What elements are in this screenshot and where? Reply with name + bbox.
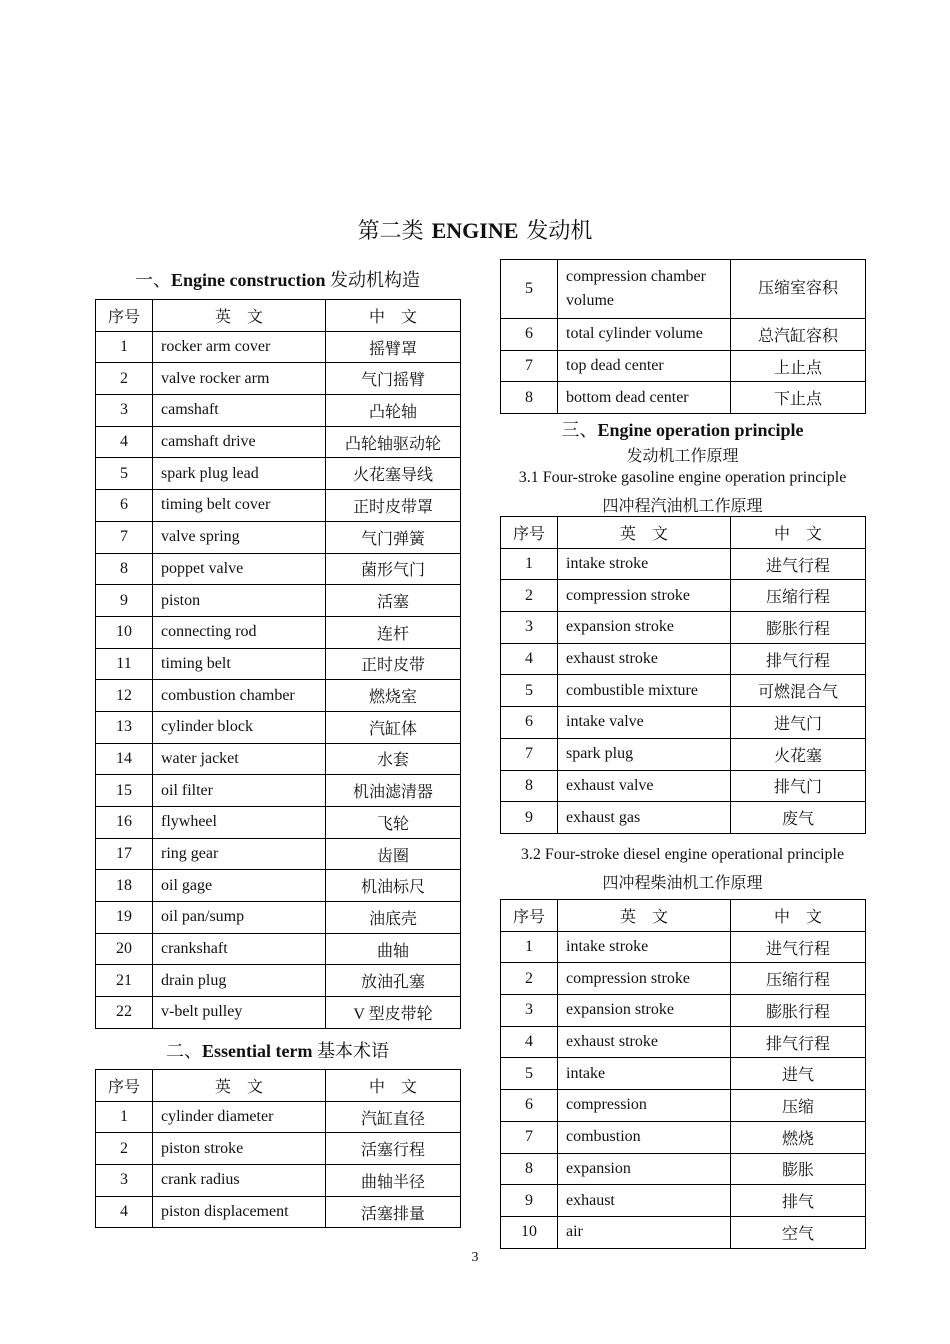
term-english: compression stroke	[558, 963, 731, 995]
section1-prefix: 一、	[134, 270, 171, 290]
term-chinese: 压缩行程	[731, 963, 866, 995]
table-row	[501, 675, 866, 707]
section2-title-zh: 基本术语	[316, 1041, 389, 1061]
term-chinese: 空气	[731, 1216, 866, 1248]
row-index: 8	[96, 553, 153, 585]
table-row	[96, 648, 461, 680]
term-chinese: 排气行程	[731, 643, 866, 675]
table-row	[96, 1165, 461, 1197]
term-english: spark plug lead	[153, 458, 326, 490]
row-index: 2	[501, 580, 558, 612]
row-index: 10	[501, 1216, 558, 1248]
table-row	[96, 807, 461, 839]
table-row	[96, 521, 461, 553]
table-row	[501, 707, 866, 739]
table-row	[96, 331, 461, 363]
table-row	[96, 1133, 461, 1165]
term-chinese: 机油滤清器	[326, 775, 461, 807]
term-chinese: 油底壳	[326, 902, 461, 934]
row-index: 3	[501, 995, 558, 1027]
table-row	[501, 963, 866, 995]
term-english: crankshaft	[153, 933, 326, 965]
header-english: 英 文	[558, 517, 731, 549]
term-english: camshaft	[153, 395, 326, 427]
term-chinese: 放油孔塞	[326, 965, 461, 997]
term-english: intake stroke	[558, 931, 731, 963]
term-chinese: 正时皮带罩	[326, 490, 461, 522]
table-row	[501, 1090, 866, 1122]
term-english: valve spring	[153, 521, 326, 553]
header-english: 英 文	[153, 1070, 326, 1102]
term-english: exhaust	[558, 1185, 731, 1217]
term-english: compression chamber volume	[558, 260, 731, 319]
subsection1-title-zh: 四冲程汽油机工作原理	[602, 498, 763, 515]
term-english: total cylinder volume	[558, 319, 731, 351]
table-row	[501, 1026, 866, 1058]
term-english: timing belt	[153, 648, 326, 680]
row-index: 3	[501, 612, 558, 644]
row-index: 22	[96, 997, 153, 1029]
essential-term-table-continued	[500, 259, 866, 414]
term-chinese: 飞轮	[326, 807, 461, 839]
header-chinese: 中 文	[326, 1070, 461, 1102]
table-row	[96, 1196, 461, 1228]
header-chinese: 中 文	[326, 300, 461, 332]
table-row	[501, 738, 866, 770]
diesel-engine-table	[500, 899, 866, 1249]
term-english: compression stroke	[558, 580, 731, 612]
term-chinese: 上止点	[731, 350, 866, 382]
term-chinese: 机油标尺	[326, 870, 461, 902]
table-row	[96, 965, 461, 997]
row-index: 7	[501, 1121, 558, 1153]
term-english: exhaust stroke	[558, 643, 731, 675]
section2-title-en: Essential term	[202, 1041, 313, 1061]
table-row	[501, 995, 866, 1027]
term-chinese: 压缩	[731, 1090, 866, 1122]
section1-heading	[95, 266, 460, 292]
term-chinese: 排气门	[731, 770, 866, 802]
table-row	[96, 775, 461, 807]
row-index: 14	[96, 743, 153, 775]
header-index: 序号	[96, 300, 153, 332]
row-index: 12	[96, 680, 153, 712]
table-row	[96, 1101, 461, 1133]
engine-construction-table	[95, 299, 461, 1029]
term-english: piston stroke	[153, 1133, 326, 1165]
row-index: 18	[96, 870, 153, 902]
term-english: oil filter	[153, 775, 326, 807]
gasoline-engine-table	[500, 516, 866, 834]
subsection2-title-zh: 四冲程柴油机工作原理	[602, 875, 763, 892]
term-chinese: 火花塞导线	[326, 458, 461, 490]
term-chinese: 活塞排量	[326, 1196, 461, 1228]
term-chinese: 可燃混合气	[731, 675, 866, 707]
table-row	[501, 1185, 866, 1217]
table-row	[96, 490, 461, 522]
term-english: flywheel	[153, 807, 326, 839]
term-english: intake valve	[558, 707, 731, 739]
header-index: 序号	[501, 900, 558, 932]
row-index: 9	[501, 1185, 558, 1217]
table-header-row	[96, 300, 461, 332]
term-chinese: 菌形气门	[326, 553, 461, 585]
row-index: 8	[501, 382, 558, 414]
term-chinese: 气门摇臂	[326, 363, 461, 395]
table-row	[96, 933, 461, 965]
section2-heading	[95, 1037, 460, 1063]
term-english: connecting rod	[153, 616, 326, 648]
row-index: 7	[96, 521, 153, 553]
term-chinese: 进气行程	[731, 548, 866, 580]
row-index: 4	[96, 426, 153, 458]
table-header-row	[96, 1070, 461, 1102]
table-header-row	[501, 900, 866, 932]
term-english: top dead center	[558, 350, 731, 382]
term-english: intake	[558, 1058, 731, 1090]
term-chinese: 凸轮轴	[326, 395, 461, 427]
term-chinese: 进气行程	[731, 931, 866, 963]
term-english: valve rocker arm	[153, 363, 326, 395]
term-chinese: 齿圈	[326, 838, 461, 870]
term-english: ring gear	[153, 838, 326, 870]
table-row	[96, 426, 461, 458]
row-index: 5	[501, 675, 558, 707]
term-chinese: 燃烧室	[326, 680, 461, 712]
row-index: 5	[501, 1058, 558, 1090]
row-index: 4	[96, 1196, 153, 1228]
row-index: 1	[501, 548, 558, 580]
table-row	[501, 931, 866, 963]
row-index: 2	[501, 963, 558, 995]
row-index: 19	[96, 902, 153, 934]
term-english: cylinder block	[153, 711, 326, 743]
row-index: 7	[501, 738, 558, 770]
term-chinese: 活塞行程	[326, 1133, 461, 1165]
essential-term-table	[95, 1069, 461, 1228]
term-chinese: 压缩室容积	[731, 260, 866, 319]
row-index: 6	[501, 1090, 558, 1122]
section1-title-en: Engine construction	[170, 270, 326, 290]
row-index: 11	[96, 648, 153, 680]
table-row	[96, 458, 461, 490]
section3-title-zh: 发动机工作原理	[626, 448, 739, 465]
term-chinese: 汽缸体	[326, 711, 461, 743]
table-row	[96, 363, 461, 395]
table-row	[96, 585, 461, 617]
title-prefix: 第二类	[357, 218, 424, 243]
term-chinese: 膨胀	[731, 1153, 866, 1185]
term-english: oil gage	[153, 870, 326, 902]
term-chinese: 膨胀行程	[731, 995, 866, 1027]
term-chinese: 膨胀行程	[731, 612, 866, 644]
term-english: combustible mixture	[558, 675, 731, 707]
term-english: oil pan/sump	[153, 902, 326, 934]
row-index: 6	[96, 490, 153, 522]
row-index: 3	[96, 1165, 153, 1197]
row-index: 5	[501, 260, 558, 319]
table-row	[96, 870, 461, 902]
table-row	[96, 553, 461, 585]
table-row	[501, 802, 866, 834]
row-index: 13	[96, 711, 153, 743]
term-chinese: 下止点	[731, 382, 866, 414]
table-row	[501, 580, 866, 612]
term-english: expansion stroke	[558, 995, 731, 1027]
term-chinese: 摇臂罩	[326, 331, 461, 363]
row-index: 8	[501, 770, 558, 802]
term-chinese: 汽缸直径	[326, 1101, 461, 1133]
header-index: 序号	[501, 517, 558, 549]
page-title	[0, 214, 950, 245]
term-english: piston displacement	[153, 1196, 326, 1228]
header-english: 英 文	[153, 300, 326, 332]
term-english: combustion	[558, 1121, 731, 1153]
row-index: 2	[96, 363, 153, 395]
term-english: spark plug	[558, 738, 731, 770]
table-row	[501, 643, 866, 675]
term-chinese: 排气行程	[731, 1026, 866, 1058]
term-chinese: 燃烧	[731, 1121, 866, 1153]
term-english: expansion stroke	[558, 612, 731, 644]
table-row	[96, 395, 461, 427]
header-english: 英 文	[558, 900, 731, 932]
table-row	[501, 260, 866, 319]
table-row	[501, 1216, 866, 1248]
term-chinese: V 型皮带轮	[326, 997, 461, 1029]
term-chinese: 凸轮轴驱动轮	[326, 426, 461, 458]
term-english: camshaft drive	[153, 426, 326, 458]
row-index: 6	[501, 707, 558, 739]
term-english: expansion	[558, 1153, 731, 1185]
section2-prefix: 二、	[166, 1041, 202, 1061]
row-index: 3	[96, 395, 153, 427]
table-row	[501, 350, 866, 382]
row-index: 16	[96, 807, 153, 839]
header-chinese: 中 文	[731, 517, 866, 549]
term-english: bottom dead center	[558, 382, 731, 414]
table-row	[501, 1058, 866, 1090]
table-row	[96, 997, 461, 1029]
title-zh: 发动机	[526, 218, 593, 243]
table-row	[96, 680, 461, 712]
term-chinese: 水套	[326, 743, 461, 775]
term-english: piston	[153, 585, 326, 617]
term-english: exhaust gas	[558, 802, 731, 834]
table-row	[501, 612, 866, 644]
row-index: 4	[501, 643, 558, 675]
row-index: 7	[501, 350, 558, 382]
term-english: crank radius	[153, 1165, 326, 1197]
term-english: water jacket	[153, 743, 326, 775]
term-english: drain plug	[153, 965, 326, 997]
row-index: 5	[96, 458, 153, 490]
row-index: 1	[96, 331, 153, 363]
row-index: 2	[96, 1133, 153, 1165]
term-chinese: 连杆	[326, 616, 461, 648]
table-row	[96, 616, 461, 648]
term-chinese: 火花塞	[731, 738, 866, 770]
row-index: 17	[96, 838, 153, 870]
row-index: 1	[96, 1101, 153, 1133]
table-row	[96, 838, 461, 870]
term-chinese: 活塞	[326, 585, 461, 617]
row-index: 10	[96, 616, 153, 648]
table-row	[501, 770, 866, 802]
term-chinese: 废气	[731, 802, 866, 834]
term-english: cylinder diameter	[153, 1101, 326, 1133]
title-en: ENGINE	[431, 218, 519, 243]
row-index: 6	[501, 319, 558, 351]
term-english: timing belt cover	[153, 490, 326, 522]
table-row	[501, 548, 866, 580]
row-index: 9	[96, 585, 153, 617]
table-row	[501, 382, 866, 414]
term-chinese: 进气	[731, 1058, 866, 1090]
term-english: poppet valve	[153, 553, 326, 585]
term-chinese: 进气门	[731, 707, 866, 739]
term-chinese: 排气	[731, 1185, 866, 1217]
term-chinese: 压缩行程	[731, 580, 866, 612]
term-english: rocker arm cover	[153, 331, 326, 363]
term-chinese: 气门弹簧	[326, 521, 461, 553]
term-english: air	[558, 1216, 731, 1248]
term-chinese: 曲轴半径	[326, 1165, 461, 1197]
row-index: 1	[501, 931, 558, 963]
term-english: intake stroke	[558, 548, 731, 580]
term-chinese: 正时皮带	[326, 648, 461, 680]
section3-title-en: Engine operation principle	[597, 420, 804, 440]
row-index: 21	[96, 965, 153, 997]
header-chinese: 中 文	[731, 900, 866, 932]
table-row	[501, 1121, 866, 1153]
term-english: exhaust stroke	[558, 1026, 731, 1058]
section1-title-zh: 发动机构造	[330, 270, 420, 290]
subsection1-title-en: 3.1 Four-stroke gasoline engine operation principle	[518, 469, 847, 486]
section3-heading	[500, 416, 865, 442]
table-row	[501, 319, 866, 351]
term-chinese: 总汽缸容积	[731, 319, 866, 351]
term-chinese: 曲轴	[326, 933, 461, 965]
term-english: compression	[558, 1090, 731, 1122]
header-index: 序号	[96, 1070, 153, 1102]
term-english: v-belt pulley	[153, 997, 326, 1029]
section3-prefix: 三、	[561, 420, 598, 440]
table-row	[501, 1153, 866, 1185]
row-index: 15	[96, 775, 153, 807]
term-english: combustion chamber	[153, 680, 326, 712]
row-index: 8	[501, 1153, 558, 1185]
subsection2-title-en: 3.2 Four-stroke diesel engine operational principle	[520, 846, 845, 863]
row-index: 4	[501, 1026, 558, 1058]
table-header-row	[501, 517, 866, 549]
term-english: exhaust valve	[558, 770, 731, 802]
page-number: 3	[471, 1250, 479, 1265]
table-row	[96, 711, 461, 743]
table-row	[96, 743, 461, 775]
row-index: 20	[96, 933, 153, 965]
row-index: 9	[501, 802, 558, 834]
table-row	[96, 902, 461, 934]
